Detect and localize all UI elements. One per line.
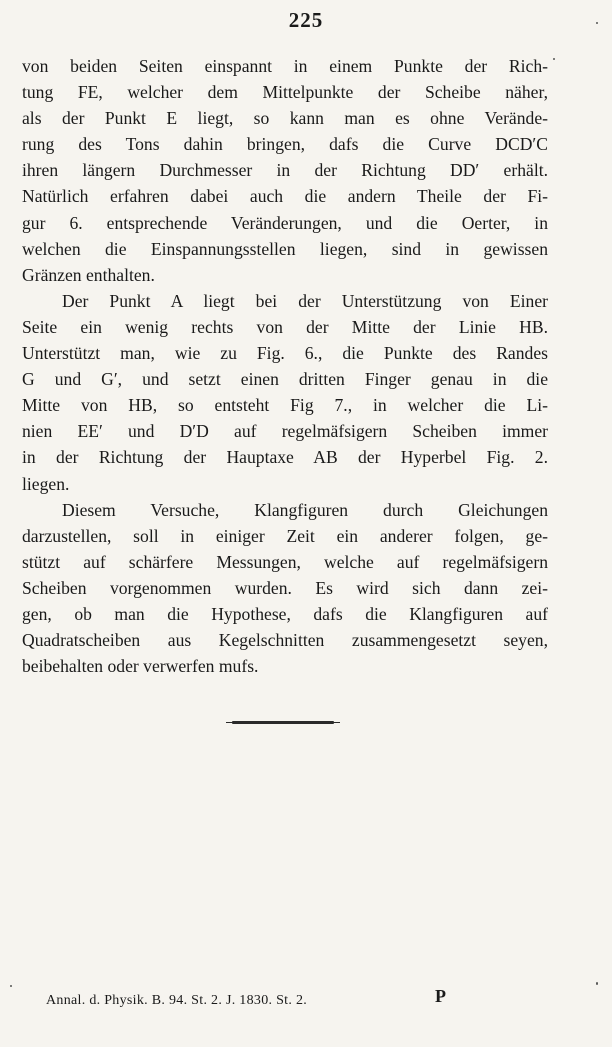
text-line: Unterstützt man, wie zu Fig. 6., die Punkte des Randes bbox=[22, 343, 548, 364]
text-line: rung des Tons dahin bringen, dafs die Curve DCD′C bbox=[22, 134, 548, 155]
text-line: Diesem Versuche, Klangfiguren durch Gleichungen bbox=[62, 499, 548, 520]
text-line: Quadratscheiben aus Kegelschnitten zusammengesetzt seyen, bbox=[22, 630, 548, 651]
paper-speck bbox=[596, 22, 598, 24]
page-number: 225 bbox=[288, 8, 324, 32]
printer-signature-mark: P bbox=[435, 986, 446, 1006]
text-line: Scheiben vorgenommen wurden. Es wird sich dann zei- bbox=[22, 577, 548, 598]
text-line: welchen die Einspannungsstellen liegen, sind in gewissen bbox=[22, 238, 548, 259]
text-line: in der Richtung der Hauptaxe AB der Hyperbel Fig. 2. bbox=[22, 447, 548, 468]
text-line: nien EE′ und D′D auf regelmäfsigern Scheiben immer bbox=[22, 421, 548, 442]
text-line: als der Punkt E liegt, so kann man es ohne Verände- bbox=[22, 108, 548, 129]
paper-speck bbox=[10, 985, 12, 987]
section-divider-rule bbox=[232, 721, 334, 724]
text-line: Der Punkt A liegt bei der Unterstützung von Einer bbox=[62, 290, 548, 311]
journal-reference: Annal. d. Physik. B. 94. St. 2. J. 1830. St. 2. bbox=[46, 993, 308, 1008]
body-text bbox=[22, 53, 548, 679]
text-line: gur 6. entsprechende Veränderungen, und die Oerter, in bbox=[22, 212, 548, 233]
paper-speck bbox=[553, 58, 555, 60]
text-line: tung FE, welcher dem Mittelpunkte der Scheibe näher, bbox=[22, 82, 548, 103]
text-line: G und G′, und setzt einen dritten Finger genau in die bbox=[22, 369, 548, 390]
text-line: darzustellen, soll in einiger Zeit ein anderer folgen, ge- bbox=[22, 525, 548, 546]
text-line: beibehalten oder verwerfen mufs. bbox=[22, 656, 259, 677]
text-line: Natürlich erfahren dabei auch die andern Theile der Fi- bbox=[22, 186, 548, 207]
text-line: stützt auf schärfere Messungen, welche auf regelmäfsigern bbox=[22, 551, 548, 572]
paper-speck bbox=[596, 982, 598, 985]
text-line: von beiden Seiten einspannt in einem Punkte der Rich- bbox=[22, 56, 548, 76]
text-line: gen, ob man die Hypothese, dafs die Klangfiguren auf bbox=[22, 603, 548, 624]
text-line: Seite ein wenig rechts von der Mitte der Linie HB. bbox=[22, 316, 548, 337]
text-line: Gränzen enthalten. bbox=[22, 264, 155, 285]
text-line: ihren längern Durchmesser in der Richtung DD′ erhält. bbox=[22, 160, 548, 181]
text-line: liegen. bbox=[22, 473, 70, 494]
text-line: Mitte von HB, so entsteht Fig 7., in welcher die Li- bbox=[22, 395, 548, 416]
